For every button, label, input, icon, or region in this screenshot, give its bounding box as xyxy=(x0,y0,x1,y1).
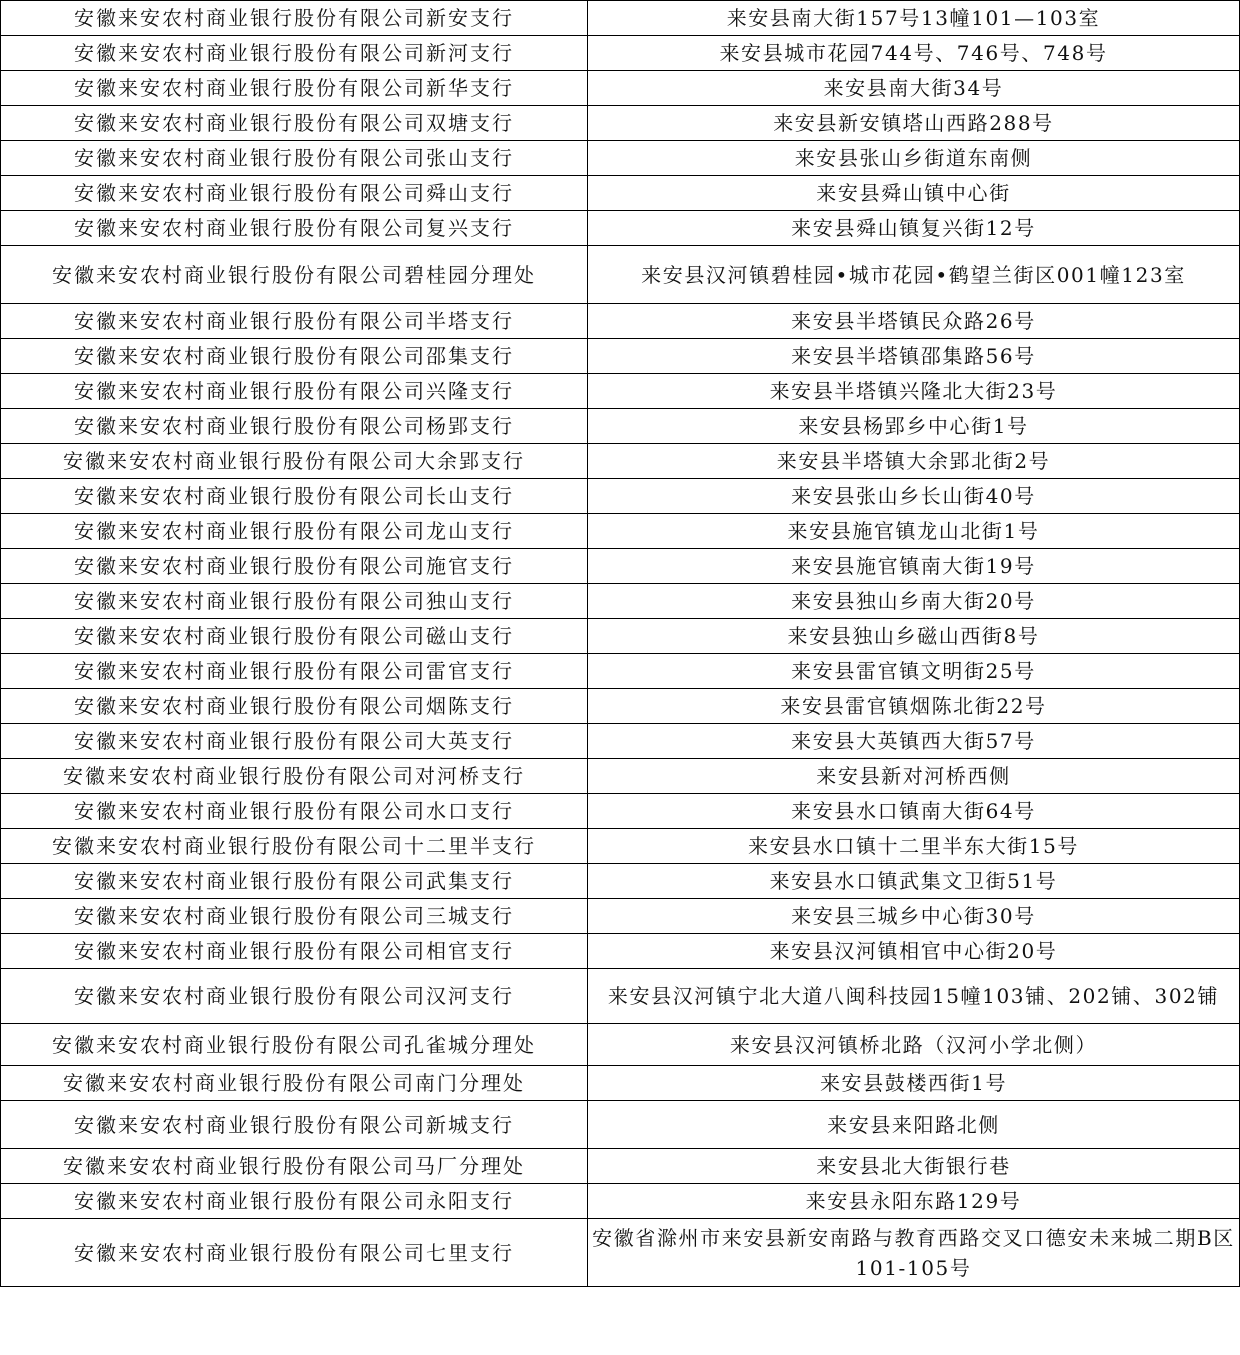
table-row xyxy=(1,1219,1240,1287)
table-row xyxy=(1,479,1240,514)
branch-address-cell: 安徽省滁州市来安县新安南路与教育西路交叉口德安未来城二期B区101-105号 xyxy=(588,1219,1240,1287)
table-row xyxy=(1,176,1240,211)
branch-name-cell: 安徽来安农村商业银行股份有限公司施官支行 xyxy=(1,549,588,584)
table-row xyxy=(1,969,1240,1024)
table-row xyxy=(1,1184,1240,1219)
table-row xyxy=(1,211,1240,246)
branch-name-cell: 安徽来安农村商业银行股份有限公司永阳支行 xyxy=(1,1184,588,1219)
branch-address-cell: 来安县南大街157号13幢101—103室 xyxy=(588,1,1240,36)
table-row xyxy=(1,724,1240,759)
branch-name-cell: 安徽来安农村商业银行股份有限公司新河支行 xyxy=(1,36,588,71)
table-row xyxy=(1,934,1240,969)
branch-address-cell: 来安县南大街34号 xyxy=(588,71,1240,106)
branch-address-cell: 来安县城市花园744号、746号、748号 xyxy=(588,36,1240,71)
table-row xyxy=(1,246,1240,304)
branch-address-cell: 来安县杨郢乡中心街1号 xyxy=(588,409,1240,444)
branch-address-cell: 来安县鼓楼西街1号 xyxy=(588,1066,1240,1101)
branch-address-cell: 来安县来阳路北侧 xyxy=(588,1101,1240,1149)
branch-address-cell: 来安县汉河镇碧桂园•城市花园•鹤望兰街区001幢123室 xyxy=(588,246,1240,304)
table-row xyxy=(1,36,1240,71)
branch-name-cell: 安徽来安农村商业银行股份有限公司十二里半支行 xyxy=(1,829,588,864)
table-row xyxy=(1,794,1240,829)
branch-address-cell: 来安县独山乡南大街20号 xyxy=(588,584,1240,619)
branch-name-cell: 安徽来安农村商业银行股份有限公司兴隆支行 xyxy=(1,374,588,409)
branch-address-cell: 来安县独山乡磁山西街8号 xyxy=(588,619,1240,654)
branch-name-cell: 安徽来安农村商业银行股份有限公司碧桂园分理处 xyxy=(1,246,588,304)
branch-name-cell: 安徽来安农村商业银行股份有限公司杨郢支行 xyxy=(1,409,588,444)
table-row xyxy=(1,619,1240,654)
branch-name-cell: 安徽来安农村商业银行股份有限公司大英支行 xyxy=(1,724,588,759)
branch-address-cell: 来安县施官镇龙山北街1号 xyxy=(588,514,1240,549)
table-row xyxy=(1,106,1240,141)
table-row xyxy=(1,444,1240,479)
table-row xyxy=(1,141,1240,176)
branch-name-cell: 安徽来安农村商业银行股份有限公司马厂分理处 xyxy=(1,1149,588,1184)
branch-name-cell: 安徽来安农村商业银行股份有限公司七里支行 xyxy=(1,1219,588,1287)
branch-address-cell: 来安县汉河镇宁北大道八闽科技园15幢103铺、202铺、302铺 xyxy=(588,969,1240,1024)
branch-name-cell: 安徽来安农村商业银行股份有限公司南门分理处 xyxy=(1,1066,588,1101)
branch-address-cell: 来安县水口镇南大街64号 xyxy=(588,794,1240,829)
branch-name-cell: 安徽来安农村商业银行股份有限公司水口支行 xyxy=(1,794,588,829)
branch-address-cell: 来安县水口镇武集文卫街51号 xyxy=(588,864,1240,899)
branch-address-cell: 来安县半塔镇民众路26号 xyxy=(588,304,1240,339)
table-row xyxy=(1,584,1240,619)
branch-address-cell: 来安县汉河镇桥北路（汉河小学北侧） xyxy=(588,1024,1240,1066)
branch-address-cell: 来安县施官镇南大街19号 xyxy=(588,549,1240,584)
branch-address-cell: 来安县舜山镇中心街 xyxy=(588,176,1240,211)
branch-address-cell: 来安县永阳东路129号 xyxy=(588,1184,1240,1219)
branch-address-cell: 来安县北大街银行巷 xyxy=(588,1149,1240,1184)
table-row xyxy=(1,549,1240,584)
table-row xyxy=(1,1,1240,36)
branch-address-cell: 来安县张山乡长山街40号 xyxy=(588,479,1240,514)
branch-address-cell: 来安县雷官镇文明街25号 xyxy=(588,654,1240,689)
branch-name-cell: 安徽来安农村商业银行股份有限公司孔雀城分理处 xyxy=(1,1024,588,1066)
branch-name-cell: 安徽来安农村商业银行股份有限公司双塘支行 xyxy=(1,106,588,141)
branch-address-cell: 来安县半塔镇邵集路56号 xyxy=(588,339,1240,374)
branch-name-cell: 安徽来安农村商业银行股份有限公司武集支行 xyxy=(1,864,588,899)
table-row xyxy=(1,71,1240,106)
branch-name-cell: 安徽来安农村商业银行股份有限公司舜山支行 xyxy=(1,176,588,211)
table-row xyxy=(1,759,1240,794)
branch-address-cell: 来安县汉河镇相官中心街20号 xyxy=(588,934,1240,969)
table-row xyxy=(1,1101,1240,1149)
branch-address-cell: 来安县雷官镇烟陈北街22号 xyxy=(588,689,1240,724)
table-row xyxy=(1,1066,1240,1101)
branch-name-cell: 安徽来安农村商业银行股份有限公司雷官支行 xyxy=(1,654,588,689)
branch-address-cell: 来安县新对河桥西侧 xyxy=(588,759,1240,794)
table-row xyxy=(1,1024,1240,1066)
branch-name-cell: 安徽来安农村商业银行股份有限公司半塔支行 xyxy=(1,304,588,339)
branch-name-cell: 安徽来安农村商业银行股份有限公司新城支行 xyxy=(1,1101,588,1149)
branch-name-cell: 安徽来安农村商业银行股份有限公司大余郢支行 xyxy=(1,444,588,479)
branch-name-cell: 安徽来安农村商业银行股份有限公司长山支行 xyxy=(1,479,588,514)
branch-address-cell: 来安县张山乡街道东南侧 xyxy=(588,141,1240,176)
branch-address-cell: 来安县半塔镇大余郢北街2号 xyxy=(588,444,1240,479)
table-row xyxy=(1,829,1240,864)
branch-name-cell: 安徽来安农村商业银行股份有限公司对河桥支行 xyxy=(1,759,588,794)
branch-name-cell: 安徽来安农村商业银行股份有限公司复兴支行 xyxy=(1,211,588,246)
branch-table-body xyxy=(1,1,1240,1287)
branch-name-cell: 安徽来安农村商业银行股份有限公司新安支行 xyxy=(1,1,588,36)
table-row xyxy=(1,304,1240,339)
branch-address-cell: 来安县大英镇西大街57号 xyxy=(588,724,1240,759)
table-row xyxy=(1,339,1240,374)
branch-address-cell: 来安县新安镇塔山西路288号 xyxy=(588,106,1240,141)
branch-name-cell: 安徽来安农村商业银行股份有限公司烟陈支行 xyxy=(1,689,588,724)
branch-name-cell: 安徽来安农村商业银行股份有限公司邵集支行 xyxy=(1,339,588,374)
branch-name-cell: 安徽来安农村商业银行股份有限公司三城支行 xyxy=(1,899,588,934)
branch-address-cell: 来安县半塔镇兴隆北大街23号 xyxy=(588,374,1240,409)
branch-name-cell: 安徽来安农村商业银行股份有限公司张山支行 xyxy=(1,141,588,176)
branch-address-cell: 来安县三城乡中心街30号 xyxy=(588,899,1240,934)
branch-name-cell: 安徽来安农村商业银行股份有限公司新华支行 xyxy=(1,71,588,106)
table-row xyxy=(1,514,1240,549)
branch-address-cell: 来安县水口镇十二里半东大街15号 xyxy=(588,829,1240,864)
table-row xyxy=(1,409,1240,444)
branch-name-cell: 安徽来安农村商业银行股份有限公司汉河支行 xyxy=(1,969,588,1024)
table-row xyxy=(1,899,1240,934)
table-row xyxy=(1,689,1240,724)
table-row xyxy=(1,654,1240,689)
table-row xyxy=(1,864,1240,899)
branch-name-cell: 安徽来安农村商业银行股份有限公司相官支行 xyxy=(1,934,588,969)
branch-name-cell: 安徽来安农村商业银行股份有限公司独山支行 xyxy=(1,584,588,619)
table-row xyxy=(1,374,1240,409)
branch-name-cell: 安徽来安农村商业银行股份有限公司磁山支行 xyxy=(1,619,588,654)
branch-name-cell: 安徽来安农村商业银行股份有限公司龙山支行 xyxy=(1,514,588,549)
branch-address-cell: 来安县舜山镇复兴街12号 xyxy=(588,211,1240,246)
table-row xyxy=(1,1149,1240,1184)
